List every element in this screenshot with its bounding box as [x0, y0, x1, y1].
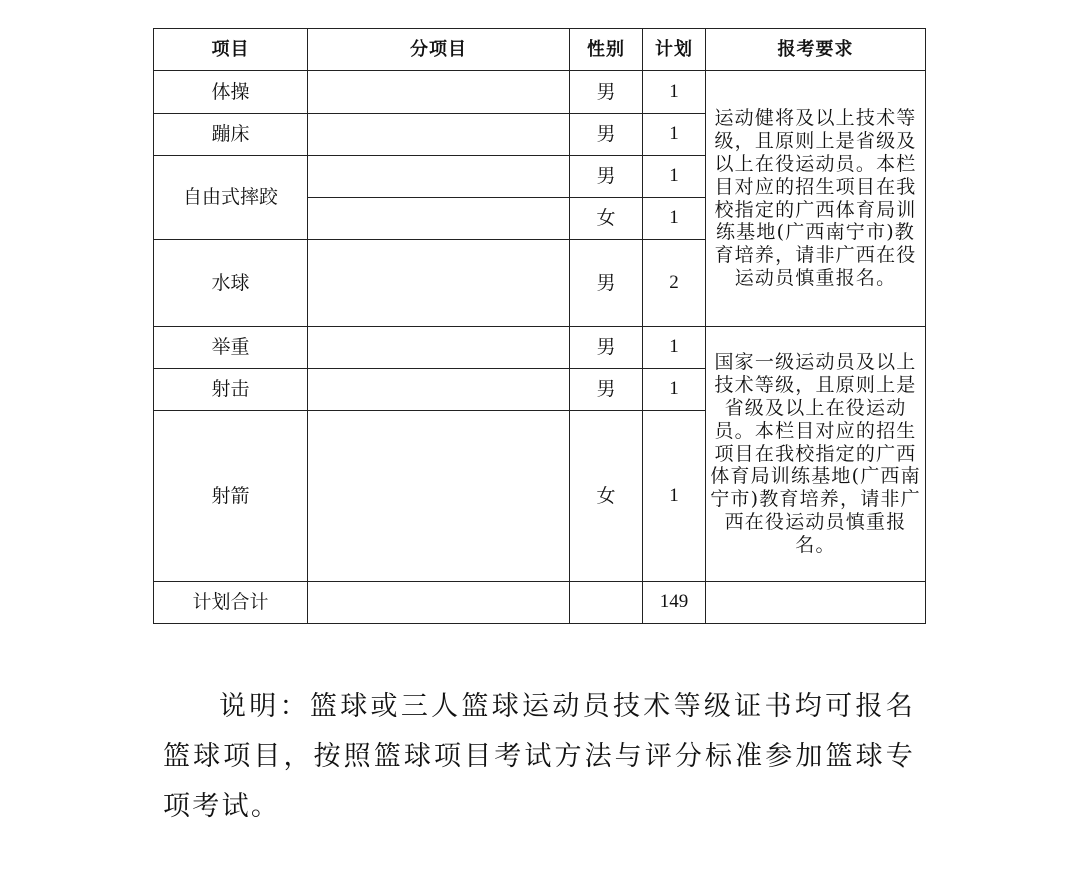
item-cell: 蹦床 [154, 114, 308, 156]
table-row [154, 327, 926, 369]
total-value: 149 [643, 582, 706, 624]
gender-cell: 男 [570, 240, 643, 327]
total-row [154, 582, 926, 624]
header-requirement: 报考要求 [706, 29, 926, 71]
total-gender-cell [570, 582, 643, 624]
gender-cell: 男 [570, 327, 643, 369]
item-cell: 水球 [154, 240, 308, 327]
note-paragraph: 说明：篮球或三人篮球运动员技术等级证书均可报名篮球项目，按照篮球项目考试方法与评分标准参加篮球专项考试。 [163, 691, 915, 822]
gender-cell: 男 [570, 71, 643, 114]
subitem-cell [308, 198, 570, 240]
total-subitem-cell [308, 582, 570, 624]
item-cell: 射箭 [154, 411, 308, 582]
item-cell: 自由式摔跤 [154, 156, 308, 240]
item-cell: 举重 [154, 327, 308, 369]
table-header-row [154, 29, 926, 71]
header-gender: 性别 [570, 29, 643, 71]
plan-cell: 1 [643, 156, 706, 198]
subitem-cell [308, 156, 570, 198]
subitem-cell [308, 114, 570, 156]
item-cell: 体操 [154, 71, 308, 114]
gender-cell: 男 [570, 156, 643, 198]
gender-cell: 男 [570, 369, 643, 411]
subitem-cell [308, 71, 570, 114]
gender-cell: 女 [570, 411, 643, 582]
requirement-cell-group2: 国家一级运动员及以上技术等级，且原则上是省级及以上在役运动员。本栏目对应的招生项目在我校指定的广西体育局训练基地(广西南宁市)教育培养，请非广西在役运动员慎重报名。 [706, 327, 926, 582]
plan-cell: 1 [643, 198, 706, 240]
header-item: 项目 [154, 29, 308, 71]
plan-cell: 1 [643, 369, 706, 411]
plan-cell: 1 [643, 71, 706, 114]
header-plan: 计划 [643, 29, 706, 71]
table-row [154, 71, 926, 114]
requirement-cell-group1: 运动健将及以上技术等级，且原则上是省级及以上在役运动员。本栏目对应的招生项目在我校指定的广西体育局训练基地(广西南宁市)教育培养，请非广西在役运动员慎重报名。 [706, 71, 926, 327]
gender-cell: 女 [570, 198, 643, 240]
subitem-cell [308, 369, 570, 411]
plan-cell: 2 [643, 240, 706, 327]
item-cell: 射击 [154, 369, 308, 411]
gender-cell: 男 [570, 114, 643, 156]
subitem-cell [308, 411, 570, 582]
subitem-cell [308, 327, 570, 369]
subitem-cell [308, 240, 570, 327]
enrollment-plan-table [153, 28, 926, 624]
plan-cell: 1 [643, 114, 706, 156]
header-subitem: 分项目 [308, 29, 570, 71]
plan-cell: 1 [643, 327, 706, 369]
total-requirement-cell [706, 582, 926, 624]
total-label: 计划合计 [154, 582, 308, 624]
plan-cell: 1 [643, 411, 706, 582]
